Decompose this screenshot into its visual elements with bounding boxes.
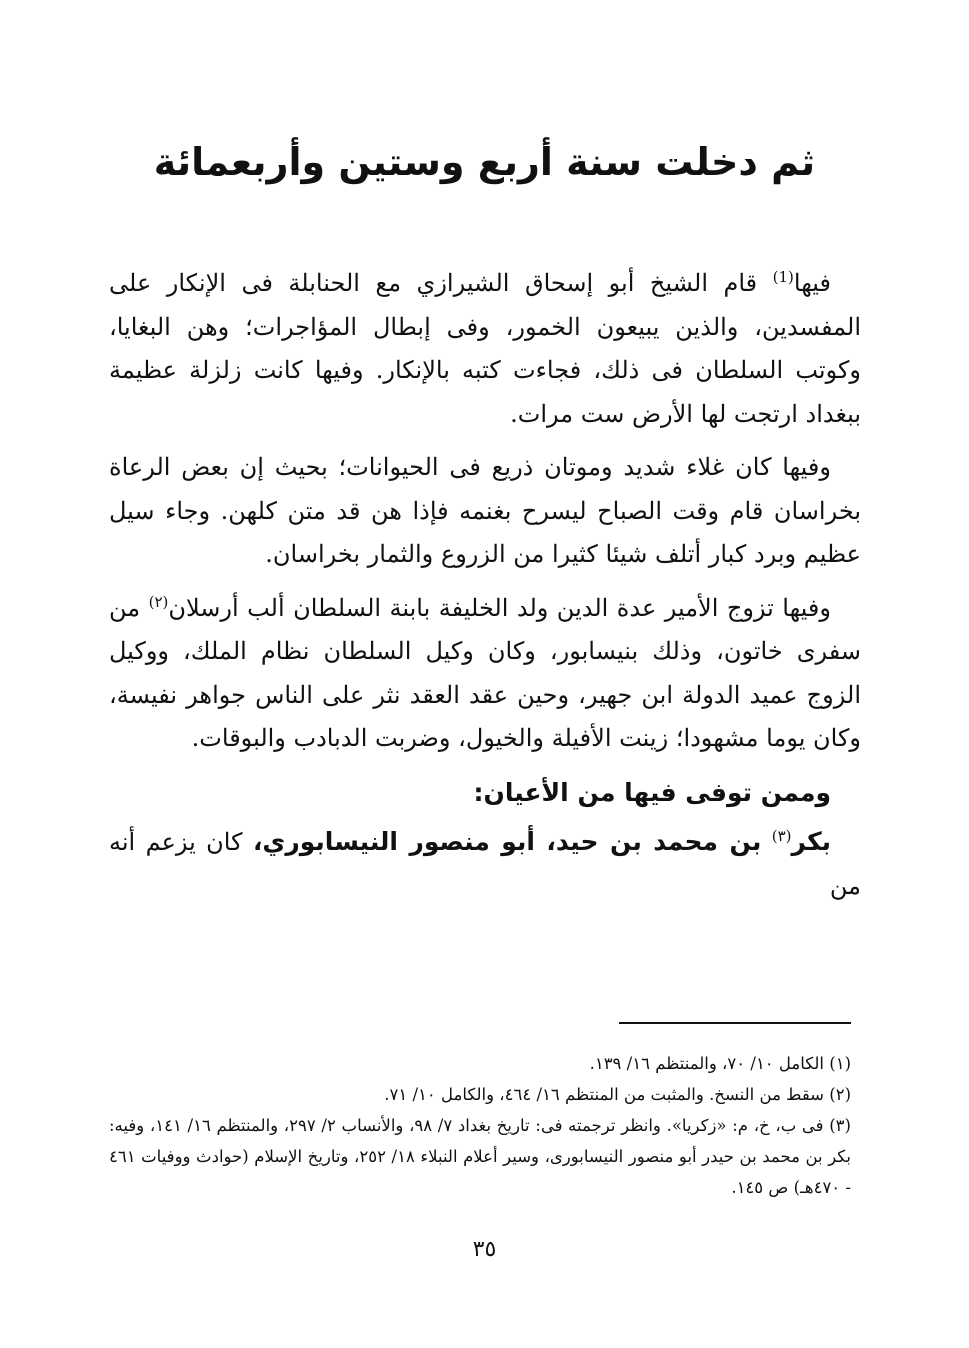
section-heading: وممن توفى فيها من الأعيان:	[473, 777, 831, 807]
paragraph-3-text: وفيها تزوج الأمير عدة الدين ولد الخليفة بابنة السلطان ألب أرسلان	[168, 593, 831, 622]
page-number: ٣٥	[472, 1237, 497, 1262]
biography-text: كان يزعم أنه من	[109, 828, 861, 900]
footnote-1: (١) الكامل ١٠/ ٧٠، والمنتظم ١٦/ ١٣٩.	[589, 1054, 851, 1073]
biography-entry	[109, 820, 861, 908]
footnotes	[109, 1048, 851, 1203]
biography-lead: بكر	[791, 827, 831, 856]
paragraph-1-lead: فيها	[793, 269, 831, 297]
footnote-3: (٣) فى ب، خ، م: «زكريا». وانظر ترجمته فى: تاريخ بغداد ٧/ ٩٨، والأنساب ٢/ ٢٩٧، والمنتظم ١٦/ ١٤١، وفيه: بكر بن محمد بن حيدر أبو منصور النيسابورى، وسير أعلام النبلاء ١٨/ ٢٥٢، وتاريخ الإسلام (حوادث ووفيات ٤٦١ - ٤٧٠هـ) ص ١٤٥.	[109, 1116, 852, 1197]
paragraph-1-text: قام الشيخ أبو إسحاق الشيرازي مع الحنابلة فى الإنكار على المفسدين، والذين يبيعون الخمور، وفى إبطال المؤاجرات؛ وهن البغايا، وكوتب السلطان فى ذلك، فجاءت كتبه بالإنكار. وفيها كانت زلزلة عظيمة ببغداد ارتجت لها الأرض ست مرات.	[109, 269, 861, 428]
chapter-title: ثم دخلت سنة أربع وستين وأربعمائة	[153, 140, 816, 184]
paragraph-1	[109, 262, 861, 436]
paragraph-3	[109, 587, 861, 761]
footnote-separator	[619, 1022, 851, 1024]
footnote-2: (٢) سقط من النسخ. والمثبت من المنتظم ١٦/ ٤٦٤، والكامل ١٠/ ٧١.	[384, 1085, 851, 1104]
paragraph-3-text-after: من سفرى خاتون، وذلك بنيسابور، وكان وكيل السلطان نظام الملك، ووكيل الزوج عميد الدولة ابن جهير، وحين عقد العقد نثر على الناس جواهر نفيسة، وكان يوما مشهودا؛ زينت الأفيلة والخيول، وضربت الدبادب والبوقات.	[109, 593, 861, 752]
main-text	[109, 262, 861, 918]
footnote-ref-3[interactable]: (٣)	[771, 827, 792, 845]
biography-name: بن محمد بن حيد، أبو منصور النيسابوري،	[252, 827, 762, 856]
paragraph-2: وفيها كان غلاء شديد وموتان ذريع فى الحيوانات؛ بحيث إن بعض الرعاة بخراسان قام وقت الصباح ليسرح بغنمه فإذا هن قد متن كلهن. وجاء سيل عظيم وبرد كبار أتلف شيئا كثيرا من الزروع والثمار بخراسان.	[109, 453, 861, 568]
footnote-ref-1[interactable]: (1)	[772, 268, 794, 286]
footnote-ref-2[interactable]: (٢)	[148, 592, 169, 611]
